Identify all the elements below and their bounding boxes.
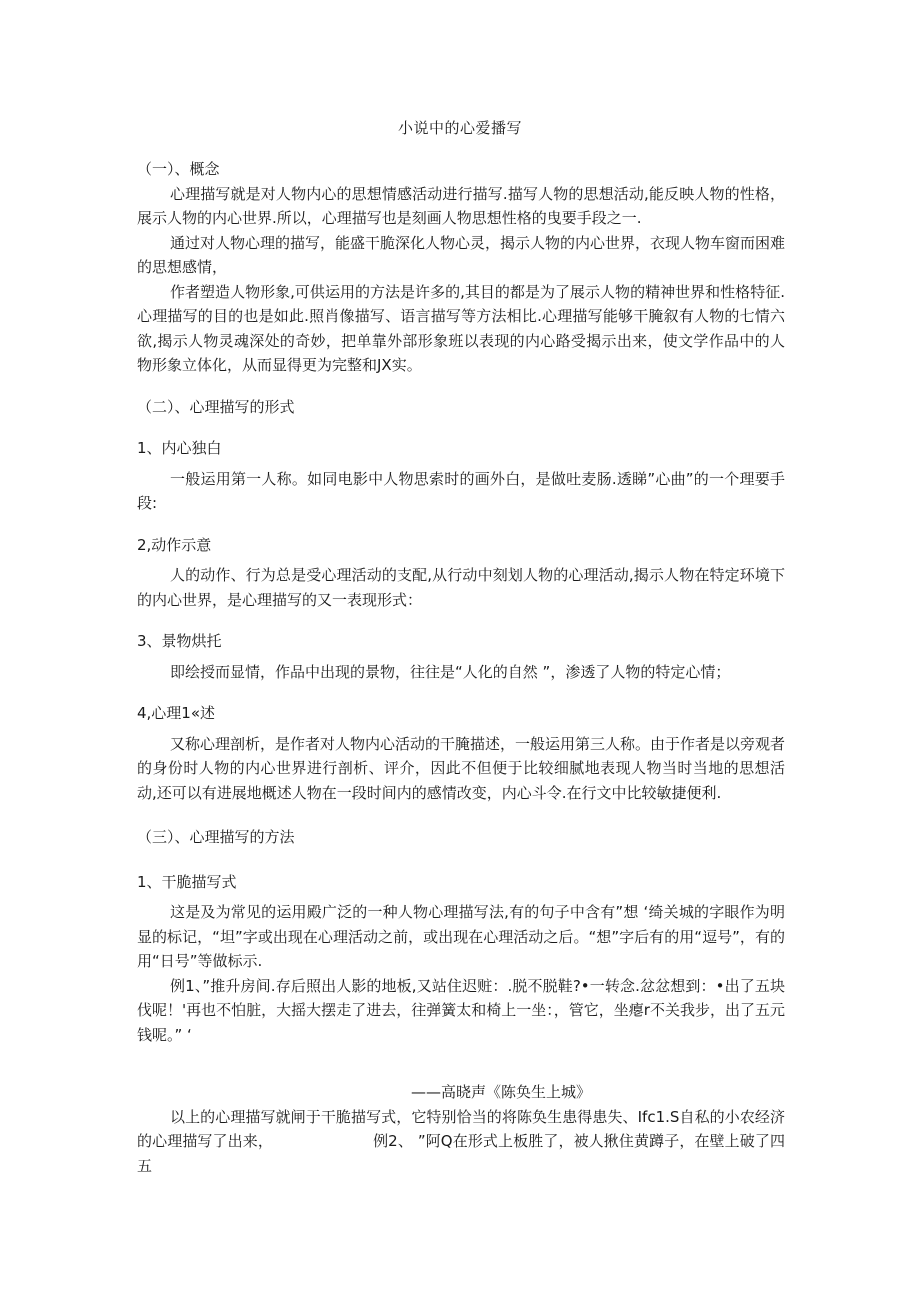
section-1-paragraph-3: 作者塑造人物形象,可供运用的方法是许多的,其目的都是为了展示人物的精神世界和性格特征.心理描写的目的也是如此.照肖像描写、语言描写等方法相比.心理描写能够干腌叙有人物的七情六欲,揭示人物灵魂深处的奇妙，把单靠外部形象班以表现的内心路受揭示出来，使文学作品中的人物形象立体化，从而显得更为完整和JX实。 <box>137 282 785 374</box>
section-2-2-paragraph: 人的动作、行为总是受心理活动的支配,从行动中刻划人物的心理活动,揭示人物在特定环境下的内心世界，是心理描写的又一表现形式： <box>137 566 785 609</box>
section-3-1-heading: 1、干脆描写式 <box>137 872 237 891</box>
section-3-1-example-2: 例2、 ”阿Q在形式上板胜了，被人揪住黄蹲子，在壁上破了四五 <box>137 1132 785 1175</box>
section-2-3-heading: 3、景物烘托 <box>137 632 222 650</box>
section-2-4-paragraph: 又称心理剖析，是作者对人物内心活动的干腌描述，一般运用第三人称。由于作者是以旁观者的身份时人物的内心世界进行剖析、评介，因此不但便于比较细腻地表现人物当时当地的思想活动,还可以有进展地概述人物在一段时间内的感情改变，内心斗令.在行文中比较敏捷便利. <box>137 734 786 802</box>
section-1-paragraph-2: 通过对人物心理的描写，能盛干脆深化人物心灵，揭示人物的内心世界，衣现人物车窗而困难的思想感情， <box>137 233 786 276</box>
section-3-1-paragraph-2-text: 以上的心理描写就闸于干脆描写式，它特别恰当的将陈奂生患得患失、Ifc1.S自私的小农经济的心理描写了出来， <box>137 1107 785 1150</box>
section-1-heading: （一）、概念 <box>137 160 220 178</box>
section-3-1-example-1: 例1、”推升房间.存后照出人影的地板,又站住迟赃：.脱不脱鞋?•一转念.忿忿想到：•出了五块伐呢！'再也不怕脏，大摇大摆走了进去，往弹簧太和椅上一坐：，管它，坐瘪r不关我步，出了五元钱呢。” ‘ <box>137 976 785 1044</box>
section-3-heading: （三）、心理描写的方法 <box>137 828 295 846</box>
section-2-1-paragraph: 一般运用第一人称。如同电影中人物思索时的画外白，是做吐麦肠.透睇”心曲”的一个理要手段: <box>137 469 785 512</box>
section-2-3-paragraph: 即绘授而显情，作品中出现的景物，往往是“人化的自然 ”，渗透了人物的特定心情； <box>170 662 731 681</box>
section-3-1-attribution: ——高晓声《陈奂生上城》 <box>410 1083 591 1101</box>
section-2-2-heading: 2,动作示意 <box>137 535 212 554</box>
section-2-4-heading: 4,心理1«述 <box>137 704 216 722</box>
document-title: 小说中的心爱播写 <box>397 119 522 137</box>
section-3-1-paragraph-1: 这是及为常见的运用殿广泛的一种人物心理描写法,有的句子中含有”想 ‘绮关城的字眼作为明显的标记，“坦”字或出现在心理活动之前，或出现在心理活动之后。“想”字后有的用“逗号”，有的用“日号”等做标示. <box>137 903 785 970</box>
document-body <box>137 157 785 1178</box>
section-3-1-paragraph-2 <box>137 1105 785 1179</box>
section-2-1-heading: 1、内心独白 <box>137 439 222 457</box>
section-2-heading: （二）、心理描写的形式 <box>137 397 295 416</box>
section-1-paragraph-1: 心理描写就是对人物内心的思想情感活动进行描写.描写人物的思想活动,能反映人物的性格，展示人物的内心世界.所以，心理描写也是刻画人物思想性格的曳要手段之一. <box>137 184 785 227</box>
